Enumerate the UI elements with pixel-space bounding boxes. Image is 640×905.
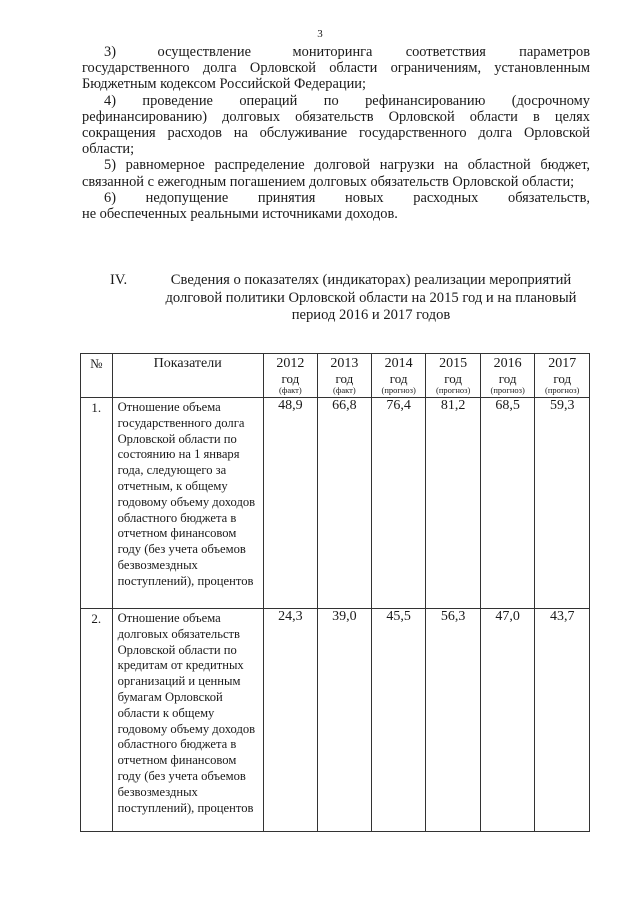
paragraph: 3) осуществление мониторинга соответствия параметров — [104, 44, 590, 60]
value-cell: 56,3 — [426, 609, 481, 832]
value-cell: 81,2 — [426, 398, 481, 609]
header-year: 2012 год (факт) — [263, 354, 317, 398]
header-year: 2015 год (прогноз) — [426, 354, 481, 398]
paragraph: 4) проведение операций по рефинансированию (досрочному — [104, 92, 590, 109]
header-indicators: Показатели — [112, 354, 263, 398]
paragraph: 5) равномерное распределение долговой нагрузки на областной бюджет, — [104, 157, 590, 174]
paragraph: не обеспеченных реальными источниками доходов. — [82, 206, 398, 223]
section-heading — [110, 272, 590, 325]
value-cell: 48,9 — [263, 398, 317, 609]
value-cell: 68,5 — [480, 398, 535, 609]
paragraph: рефинансированию) долговых обязательств Орловской области в целях сокращения расходов на обслуживание государственного долга Орловской области; — [82, 108, 590, 158]
paragraph: связанной с ежегодным погашением долговых обязательств Орловской области; — [82, 173, 575, 190]
header-year: 2016 год (прогноз) — [480, 354, 535, 398]
paragraph: 6) недопущение принятия новых расходных обязательств, — [104, 189, 590, 206]
value-cell: 66,8 — [317, 398, 371, 609]
header-year: 2013 год (факт) — [317, 354, 371, 398]
indicator-name: Отношение объема долговых обязательств Орловской области по кредитам от кредитных организаций и ценным бумагам Орловской области к общему годовому объему доходов областного бюджета в отчетном финансовом году (без учета объемов безвозмездных поступлений), процентов — [112, 609, 263, 832]
value-cell: 39,0 — [317, 609, 371, 832]
row-number: 1. — [81, 398, 113, 609]
indicator-name: Отношение объема государственного долга Орловской области по состоянию на 1 января года, следующего за отчетным, к общему годовому объему доходов областного бюджета в отчетном финансовом году (без учета объемов безвозмездных поступлений), процентов — [112, 398, 263, 609]
value-cell: 76,4 — [371, 398, 426, 609]
header-year: 2017 год (прогноз) — [535, 354, 590, 398]
page-number: 3 — [317, 28, 323, 40]
value-cell: 45,5 — [371, 609, 426, 832]
value-cell: 59,3 — [535, 398, 590, 609]
value-cell: 24,3 — [263, 609, 317, 832]
paragraph: государственного долга Орловской области ограничениям, установленным Бюджетным кодексом Российской Федерации; — [82, 60, 590, 93]
table-header-row — [81, 354, 590, 398]
indicators-table — [80, 353, 590, 832]
header-num: № — [81, 354, 113, 398]
header-year: 2014 год (прогноз) — [371, 354, 426, 398]
value-cell: 47,0 — [480, 609, 535, 832]
section-number: IV. — [110, 272, 128, 288]
value-cell: 43,7 — [535, 609, 590, 832]
table-row — [81, 609, 590, 832]
row-number: 2. — [81, 609, 113, 832]
table-row — [81, 398, 590, 609]
policy-goals-list — [82, 44, 590, 222]
section-title: Сведения о показателях (индикаторах) реализации мероприятий долговой политики Орловской области на 2015 год и на плановый период 2016 и 2017 годов — [165, 272, 577, 323]
